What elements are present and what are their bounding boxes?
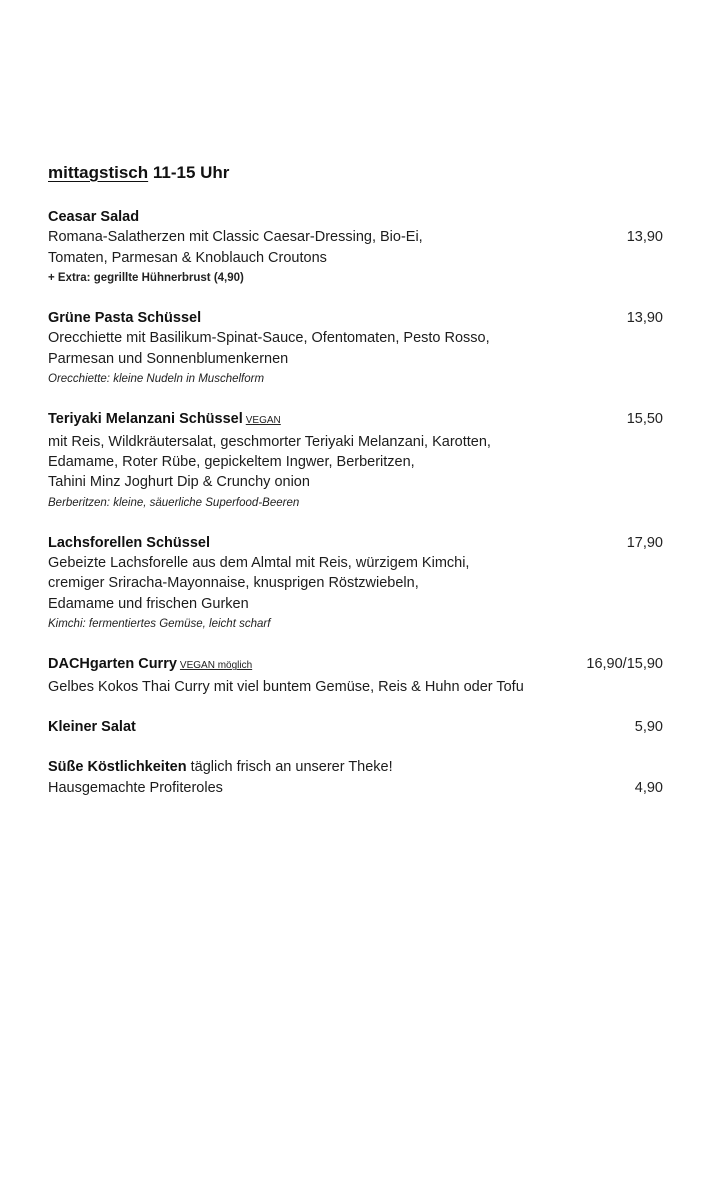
section-title-underlined: mittagstisch (48, 163, 149, 182)
item-name-line (48, 757, 663, 777)
item-name: Süße Köstlichkeiten (48, 759, 187, 776)
item-description: Edamame und frischen Gurken (48, 595, 249, 612)
item-name-line (48, 533, 663, 553)
vegan-tag: VEGAN möglich (179, 660, 253, 672)
vegan-tag: VEGAN (245, 415, 281, 427)
menu-item-dachgarten-curry (48, 654, 663, 697)
item-description: Hausgemachte Profiteroles (48, 779, 223, 796)
menu-list (48, 207, 663, 818)
item-description: Tahini Minz Joghurt Dip & Crunchy onion (48, 474, 310, 491)
item-name: DACHgarten Curry (48, 656, 177, 673)
item-price: 5,90 (634, 718, 663, 735)
item-name: Grüne Pasta Schüssel (48, 310, 202, 327)
item-price: 13,90 (626, 310, 663, 327)
item-name-line (48, 308, 663, 328)
item-price: 13,90 (626, 229, 663, 246)
item-name-line (48, 717, 663, 737)
item-name: Teriyaki Melanzani Schüssel (48, 411, 243, 428)
item-description: Gelbes Kokos Thai Curry mit viel buntem Gemüse, Reis & Huhn oder Tofu (48, 678, 524, 695)
item-price: 15,50 (626, 411, 663, 428)
menu-item-teriyaki-melanzani (48, 409, 663, 512)
item-price: 17,90 (626, 534, 663, 551)
item-description: Edamame, Roter Rübe, gepickeltem Ingwer, Berberitzen, (48, 453, 415, 470)
item-name: Kleiner Salat (48, 718, 136, 735)
item-note: Kimchi: fermentiertes Gemüse, leicht scharf (48, 618, 271, 631)
item-note: Orecchiette: kleine Nudeln in Muschelform (48, 373, 265, 386)
item-description: Gebeizte Lachsforelle aus dem Almtal mit Reis, würzigem Kimchi, (48, 555, 470, 572)
item-extra: + Extra: gegrillte Hühnerbrust (4,90) (48, 271, 244, 284)
menu-item-ceasar-salad (48, 207, 663, 288)
item-name-line (48, 654, 663, 676)
item-name: Lachsforellen Schüssel (48, 534, 210, 551)
item-price: 4,90 (634, 779, 663, 796)
section-title (48, 163, 229, 183)
item-description: mit Reis, Wildkräutersalat, geschmorter Teriyaki Melanzani, Karotten, (48, 433, 491, 450)
menu-item-kleiner-salat (48, 717, 663, 737)
item-name: Ceasar Salad (48, 209, 140, 225)
item-description: Orecchiette mit Basilikum-Spinat-Sauce, Ofentomaten, Pesto Rosso, (48, 330, 490, 347)
item-name-suffix: täglich frisch an unserer Theke! (186, 759, 393, 776)
item-description: Romana-Salatherzen mit Classic Caesar-Dressing, Bio-Ei, (48, 229, 423, 246)
menu-item-lachsforellen (48, 533, 663, 634)
section-title-time: 11-15 Uhr (148, 163, 230, 182)
item-name-line (48, 409, 663, 431)
item-price: 16,90/15,90 (586, 656, 663, 673)
menu-item-gruene-pasta (48, 308, 663, 389)
item-note: Berberitzen: kleine, säuerliche Superfood-Beeren (48, 496, 300, 509)
item-description: Parmesan und Sonnenblumenkernen (48, 350, 289, 367)
item-description: cremiger Sriracha-Mayonnaise, knusprigen Röstzwiebeln, (48, 575, 419, 592)
menu-item-suesse-koestlichkeiten (48, 757, 663, 798)
item-description: Tomaten, Parmesan & Knoblauch Croutons (48, 249, 327, 266)
item-name-line (48, 207, 663, 227)
